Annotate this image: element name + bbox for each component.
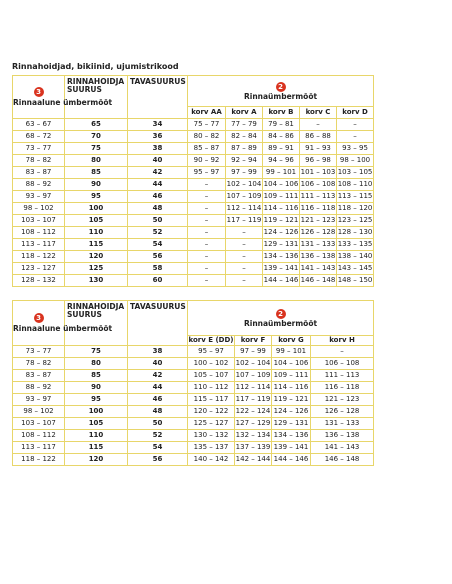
badge-number-icon: 2	[276, 82, 286, 92]
underbust-cell: 108 – 112	[13, 430, 65, 442]
bust-cell: 134 – 136	[263, 251, 300, 263]
table-row	[13, 191, 374, 203]
bust-cell: 109 – 111	[263, 191, 300, 203]
bust-cell: 112 – 114	[235, 382, 272, 394]
size-table-1	[12, 75, 374, 287]
table-row	[13, 167, 374, 179]
bust-cell: –	[226, 239, 263, 251]
header-rinnahoidja-label: RINNAHOIDJA SUURUS	[67, 77, 125, 94]
underbust-cell: 83 – 87	[13, 167, 65, 179]
bust-cell: 126 – 128	[311, 406, 374, 418]
bust-cell: 132 – 134	[235, 430, 272, 442]
regular-size-cell: 54	[128, 239, 188, 251]
bust-cell: 77 – 79	[226, 119, 263, 131]
bust-cell: 75 – 77	[188, 119, 226, 131]
bust-cell: 134 – 136	[272, 430, 311, 442]
cup-header: korv D	[337, 107, 374, 119]
bust-cell: –	[337, 119, 374, 131]
badge-number-icon: 3	[34, 313, 44, 323]
bust-cell: –	[188, 191, 226, 203]
bust-cell: 143 – 145	[337, 263, 374, 275]
bra-size-cell: 95	[65, 394, 128, 406]
bra-size-cell: 125	[65, 263, 128, 275]
bust-cell: 114 – 116	[263, 203, 300, 215]
regular-size-cell: 54	[128, 442, 188, 454]
bust-cell: 90 – 92	[188, 155, 226, 167]
bust-cell: 120 – 122	[188, 406, 235, 418]
table-row	[13, 131, 374, 143]
regular-size-cell: 50	[128, 215, 188, 227]
regular-size-cell: 42	[128, 167, 188, 179]
bust-cell: 102 – 104	[226, 179, 263, 191]
bust-cell: 121 – 123	[300, 215, 337, 227]
bust-cell: 140 – 142	[188, 454, 235, 466]
bra-size-cell: 100	[65, 203, 128, 215]
regular-size-cell: 34	[128, 119, 188, 131]
bra-size-cell: 110	[65, 430, 128, 442]
regular-size-cell: 42	[128, 370, 188, 382]
regular-size-cell: 48	[128, 406, 188, 418]
cup-header: korv AA	[188, 107, 226, 119]
bust-cell: 144 – 146	[272, 454, 311, 466]
bust-cell: 124 – 126	[263, 227, 300, 239]
page-title: Rinnahoidjad, bikiinid, ujumistrikood	[12, 62, 179, 71]
bust-cell: 101 – 103	[300, 167, 337, 179]
bust-cell: 95 – 97	[188, 346, 235, 358]
bra-size-cell: 70	[65, 131, 128, 143]
bust-cell: 98 – 100	[337, 155, 374, 167]
bust-cell: 112 – 114	[226, 203, 263, 215]
underbust-cell: 78 – 82	[13, 358, 65, 370]
bust-cell: 97 – 99	[226, 167, 263, 179]
bust-cell: –	[188, 179, 226, 191]
bust-cell: 129 – 131	[263, 239, 300, 251]
bust-cell: 89 – 91	[263, 143, 300, 155]
bust-cell: 128 – 130	[337, 227, 374, 239]
table-row	[13, 370, 374, 382]
cup-header: korv A	[226, 107, 263, 119]
bust-cell: –	[188, 227, 226, 239]
table-row	[13, 442, 374, 454]
regular-size-cell: 52	[128, 227, 188, 239]
bust-cell: 141 – 143	[311, 442, 374, 454]
bust-cell: 107 – 109	[235, 370, 272, 382]
bust-cell: 119 – 121	[263, 215, 300, 227]
bust-cell: 136 – 138	[311, 430, 374, 442]
bust-cell: 131 – 133	[300, 239, 337, 251]
badge-number-icon: 2	[276, 309, 286, 319]
regular-size-cell: 38	[128, 346, 188, 358]
bust-cell: 106 – 108	[300, 179, 337, 191]
bra-size-cell: 120	[65, 454, 128, 466]
bust-cell: 117 – 119	[235, 394, 272, 406]
bra-size-cell: 105	[65, 418, 128, 430]
table-row	[13, 155, 374, 167]
table-row	[13, 251, 374, 263]
bust-cell: 125 – 127	[188, 418, 235, 430]
bust-cell: 133 – 135	[337, 239, 374, 251]
bust-cell: 104 – 106	[272, 358, 311, 370]
bust-cell: –	[188, 215, 226, 227]
cup-header: korv B	[263, 107, 300, 119]
bust-cell: –	[311, 346, 374, 358]
bust-cell: –	[188, 239, 226, 251]
bust-cell: –	[188, 251, 226, 263]
bust-cell: 121 – 123	[311, 394, 374, 406]
header-rinnaumbermoot-label: Rinnaümbermõõt	[243, 318, 318, 328]
regular-size-cell: 58	[128, 263, 188, 275]
underbust-cell: 118 – 122	[13, 454, 65, 466]
bust-cell: 100 – 102	[188, 358, 235, 370]
bust-cell: 124 – 126	[272, 406, 311, 418]
cup-header: korv G	[272, 335, 311, 345]
bust-cell: 114 – 116	[272, 382, 311, 394]
underbust-cell: 88 – 92	[13, 179, 65, 191]
table-row	[13, 215, 374, 227]
underbust-cell: 88 – 92	[13, 382, 65, 394]
bra-size-cell: 75	[65, 143, 128, 155]
table-row	[13, 203, 374, 215]
bust-cell: 122 – 124	[235, 406, 272, 418]
bust-cell: 136 – 138	[300, 251, 337, 263]
table-row	[13, 418, 374, 430]
bust-cell: 97 – 99	[235, 346, 272, 358]
table-row	[13, 382, 374, 394]
bust-cell: 84 – 86	[263, 131, 300, 143]
bust-cell: 131 – 133	[311, 418, 374, 430]
regular-size-cell: 44	[128, 382, 188, 394]
bust-cell: 80 – 82	[188, 131, 226, 143]
bust-cell: –	[188, 263, 226, 275]
bust-cell: 116 – 118	[311, 382, 374, 394]
bust-cell: 102 – 104	[235, 358, 272, 370]
regular-size-cell: 56	[128, 454, 188, 466]
table-row	[13, 263, 374, 275]
regular-size-cell: 50	[128, 418, 188, 430]
underbust-cell: 113 – 117	[13, 239, 65, 251]
table-row	[13, 239, 374, 251]
bust-cell: 91 – 93	[300, 143, 337, 155]
bust-cell: 138 – 140	[337, 251, 374, 263]
bust-cell: 94 – 96	[263, 155, 300, 167]
bust-cell: 126 – 128	[300, 227, 337, 239]
bust-cell: –	[188, 203, 226, 215]
bust-cell: 130 – 132	[188, 430, 235, 442]
bust-cell: 113 – 115	[337, 191, 374, 203]
bust-cell: –	[300, 119, 337, 131]
bra-size-cell: 115	[65, 442, 128, 454]
underbust-cell: 93 – 97	[13, 191, 65, 203]
bust-cell: 95 – 97	[188, 167, 226, 179]
header-rinnahoidja-suurus	[65, 76, 128, 119]
regular-size-cell: 44	[128, 179, 188, 191]
regular-size-cell: 48	[128, 203, 188, 215]
bust-cell: 99 – 101	[263, 167, 300, 179]
bust-cell: 148 – 150	[337, 275, 374, 287]
bust-cell: 135 – 137	[188, 442, 235, 454]
bust-cell: 116 – 118	[300, 203, 337, 215]
bra-size-cell: 85	[65, 370, 128, 382]
header-rinnahoidja-label: RINNAHOIDJA SUURUS	[67, 302, 125, 319]
underbust-cell: 93 – 97	[13, 394, 65, 406]
cup-header: korv C	[300, 107, 337, 119]
bust-cell: 123 – 125	[337, 215, 374, 227]
bust-cell: 105 – 107	[188, 370, 235, 382]
bust-cell: 127 – 129	[235, 418, 272, 430]
underbust-cell: 98 – 102	[13, 203, 65, 215]
table-row	[13, 119, 374, 131]
table-row	[13, 143, 374, 155]
bra-size-cell: 90	[65, 179, 128, 191]
bust-cell: 139 – 141	[272, 442, 311, 454]
underbust-cell: 128 – 132	[13, 275, 65, 287]
bust-cell: –	[226, 227, 263, 239]
bust-cell: 79 – 81	[263, 119, 300, 131]
underbust-cell: 68 – 72	[13, 131, 65, 143]
cup-header: korv F	[235, 335, 272, 345]
underbust-cell: 118 – 122	[13, 251, 65, 263]
regular-size-cell: 46	[128, 394, 188, 406]
bust-cell: 86 – 88	[300, 131, 337, 143]
table-row	[13, 454, 374, 466]
bra-size-cell: 95	[65, 191, 128, 203]
size-table-2	[12, 300, 374, 466]
bust-cell: –	[226, 251, 263, 263]
underbust-cell: 78 – 82	[13, 155, 65, 167]
header-rinnaalune-label: Rinnaalune ümbermõõt	[13, 98, 113, 107]
bust-cell: –	[337, 131, 374, 143]
table-row	[13, 406, 374, 418]
bust-cell: 107 – 109	[226, 191, 263, 203]
bust-cell: 111 – 113	[300, 191, 337, 203]
header-rinnaalune-label: Rinnaalune ümbermõõt	[13, 324, 113, 333]
bust-cell: 119 – 121	[272, 394, 311, 406]
table-row	[13, 346, 374, 358]
underbust-cell: 123 – 127	[13, 263, 65, 275]
table-row	[13, 227, 374, 239]
bust-cell: –	[226, 263, 263, 275]
bust-cell: 115 – 117	[188, 394, 235, 406]
header-rinnahoidja-suurus	[65, 301, 128, 346]
bust-cell: 109 – 111	[272, 370, 311, 382]
bra-size-cell: 130	[65, 275, 128, 287]
bust-cell: –	[188, 275, 226, 287]
header-rinnaumbermoot-label: Rinnaümbermõõt	[243, 91, 318, 101]
regular-size-cell: 52	[128, 430, 188, 442]
bust-cell: 104 – 106	[263, 179, 300, 191]
badge-number-icon: 3	[34, 87, 44, 97]
header-tavasuurus	[128, 76, 188, 119]
bra-size-cell: 100	[65, 406, 128, 418]
bra-size-cell: 110	[65, 227, 128, 239]
regular-size-cell: 40	[128, 358, 188, 370]
underbust-cell: 103 – 107	[13, 418, 65, 430]
bust-cell: 92 – 94	[226, 155, 263, 167]
bust-cell: 139 – 141	[263, 263, 300, 275]
bust-cell: 87 – 89	[226, 143, 263, 155]
bra-size-cell: 80	[65, 358, 128, 370]
table-row	[13, 179, 374, 191]
bust-cell: 129 – 131	[272, 418, 311, 430]
table-row	[13, 358, 374, 370]
bra-size-cell: 115	[65, 239, 128, 251]
table-row	[13, 430, 374, 442]
bust-cell: 146 – 148	[311, 454, 374, 466]
underbust-cell: 83 – 87	[13, 370, 65, 382]
bust-cell: 96 – 98	[300, 155, 337, 167]
header-tavasuurus	[128, 301, 188, 346]
bra-size-cell: 65	[65, 119, 128, 131]
bust-cell: 82 – 84	[226, 131, 263, 143]
underbust-cell: 63 – 67	[13, 119, 65, 131]
bust-cell: 108 – 110	[337, 179, 374, 191]
underbust-cell: 103 – 107	[13, 215, 65, 227]
header-tavasuurus-label: TAVASUURUS	[130, 77, 186, 86]
regular-size-cell: 38	[128, 143, 188, 155]
bust-cell: 106 – 108	[311, 358, 374, 370]
bust-cell: 144 – 146	[263, 275, 300, 287]
bra-size-cell: 85	[65, 167, 128, 179]
regular-size-cell: 60	[128, 275, 188, 287]
bust-cell: 103 – 105	[337, 167, 374, 179]
regular-size-cell: 56	[128, 251, 188, 263]
bust-cell: 117 – 119	[226, 215, 263, 227]
bust-cell: 93 – 95	[337, 143, 374, 155]
bust-cell: 142 – 144	[235, 454, 272, 466]
bust-cell: 110 – 112	[188, 382, 235, 394]
regular-size-cell: 40	[128, 155, 188, 167]
underbust-cell: 73 – 77	[13, 346, 65, 358]
bra-size-cell: 75	[65, 346, 128, 358]
bra-size-cell: 80	[65, 155, 128, 167]
bust-cell: 137 – 139	[235, 442, 272, 454]
cup-header: korv H	[311, 335, 374, 345]
bra-size-cell: 120	[65, 251, 128, 263]
bust-cell: 118 – 120	[337, 203, 374, 215]
underbust-cell: 113 – 117	[13, 442, 65, 454]
cup-header: korv E (DD)	[188, 335, 234, 344]
bust-cell: 99 – 101	[272, 346, 311, 358]
bra-size-cell: 105	[65, 215, 128, 227]
regular-size-cell: 46	[128, 191, 188, 203]
bust-cell: 141 – 143	[300, 263, 337, 275]
table-row	[13, 275, 374, 287]
bust-cell: 146 – 148	[300, 275, 337, 287]
underbust-cell: 98 – 102	[13, 406, 65, 418]
bust-cell: 111 – 113	[311, 370, 374, 382]
underbust-cell: 73 – 77	[13, 143, 65, 155]
header-tavasuurus-label: TAVASUURUS	[130, 302, 186, 311]
header-rinnaumbermoot	[188, 76, 374, 107]
regular-size-cell: 36	[128, 131, 188, 143]
bust-cell: –	[226, 275, 263, 287]
header-rinnaumbermoot	[188, 301, 374, 336]
bra-size-cell: 90	[65, 382, 128, 394]
underbust-cell: 108 – 112	[13, 227, 65, 239]
table-row	[13, 394, 374, 406]
bust-cell: 85 – 87	[188, 143, 226, 155]
